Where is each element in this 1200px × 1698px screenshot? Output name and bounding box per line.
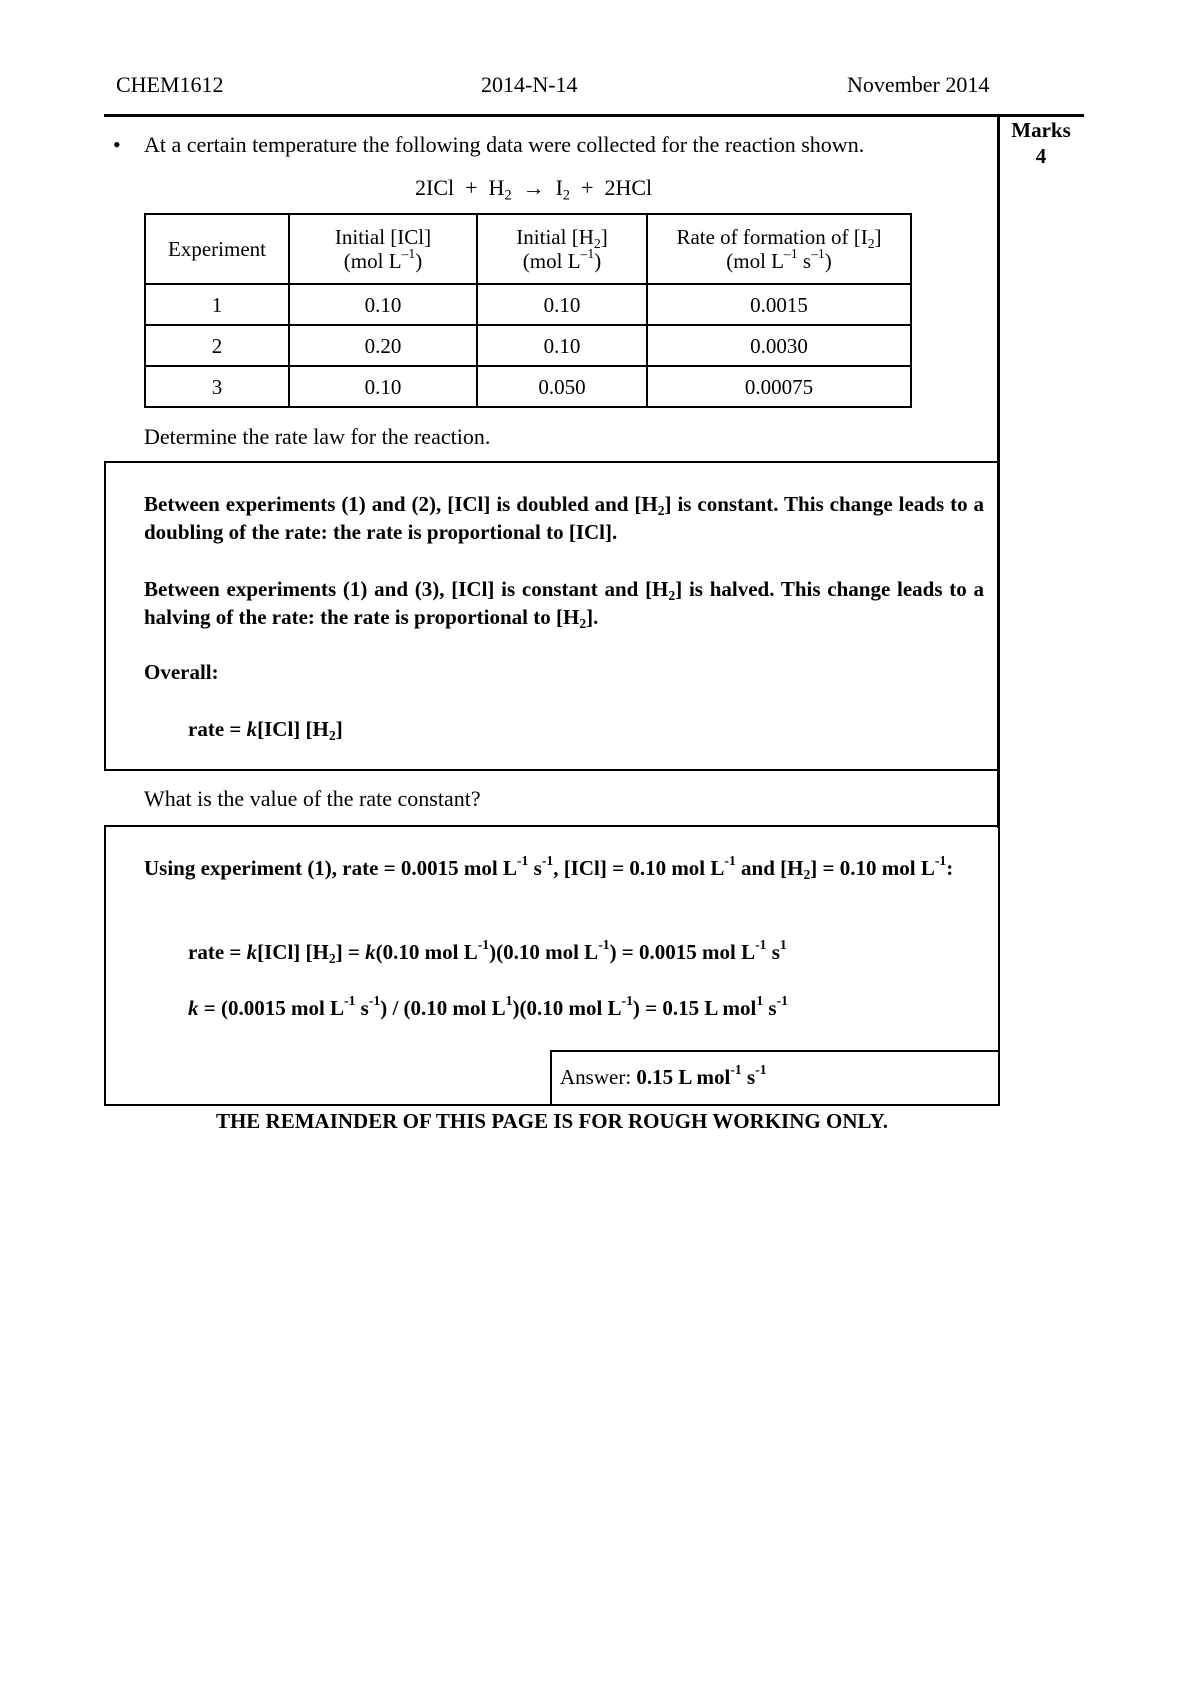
marks-box [1006, 117, 1076, 169]
table-header-row [145, 214, 911, 284]
reactant-h2: $H_2$ [488, 175, 512, 204]
answer2-equation-2: k = (0.0015 mol $L^{-1}$ $s^{-1}) / (0.10$ mol $L^1)(0.10$ mol $L^{-1}) = 0.15$ L mol$^1$ $s^{-1}$ [188, 992, 788, 1020]
table-cell: 0.0030 [647, 325, 911, 366]
prompt-rate-constant: What is the value of the rate constant? [144, 786, 481, 811]
plus-sign: + [465, 175, 478, 200]
answer1-paragraph-2: Between experiments (1) and (3), [ICl] is constant and $[H_2]$ is halved. This change leads to a halving of the rate: the rate is proportional to $[H_2]$. [144, 577, 985, 632]
answer-label: Answer: [560, 1065, 637, 1089]
bullet: • [113, 132, 121, 157]
data-table [144, 213, 912, 408]
answer-value: 0.15 L mol [636, 1065, 731, 1089]
rough-working-note: THE REMAINDER OF THIS PAGE IS FOR ROUGH WORKING ONLY. [215, 1109, 889, 1133]
header-initial-icl: Initial [ICl] (mol $L^{-1}$) [289, 214, 477, 284]
answer1-overall: Overall: [144, 660, 219, 684]
answer-line: Answer: 0.15 L mol$^{-1}$ $s^{-1}$ [560, 1061, 767, 1089]
paper-code: 2014-N-14 [481, 72, 578, 97]
product-i2: $I_2$ [555, 175, 571, 204]
header-rule [104, 114, 1084, 117]
table-row [145, 325, 911, 366]
plus-sign: + [581, 175, 594, 200]
header-experiment: Experiment [145, 214, 289, 284]
marks-label: Marks [1011, 118, 1071, 142]
table-cell: 0.10 [289, 284, 477, 325]
table-cell: 2 [145, 325, 289, 366]
product-hcl: 2HCl [604, 175, 653, 200]
answer1-rate-law: rate = k[ICl] $[H_2]$ [188, 717, 343, 744]
header-rate: Rate of formation of $[I_2]$ (mol $L^{-1}$ $s^{-1}$) [647, 214, 911, 284]
table-cell: 1 [145, 284, 289, 325]
table-cell: 3 [145, 366, 289, 407]
table-cell: 0.10 [477, 325, 647, 366]
answer2-equation-1: rate = k[ICl] $[H_2] = k(0.10$ mol $L^{-1})(0.10$ mol $L^{-1}) = 0.0015$ mol $L^{-1}$ $s^1$ [188, 936, 787, 967]
table-cell: 0.10 [289, 366, 477, 407]
answer1-paragraph-1: Between experiments (1) and (2), [ICl] is doubled and $[H_2]$ is constant. This change leads to a doubling of the rate: the rate is proportional to [ICl]. [144, 492, 985, 544]
table-row [145, 284, 911, 325]
table-cell: 0.20 [289, 325, 477, 366]
table-row [145, 366, 911, 407]
reaction-arrow: → [522, 175, 545, 200]
prompt-rate-law: Determine the rate law for the reaction. [144, 424, 491, 449]
table-cell: 0.0015 [647, 284, 911, 325]
table-cell: 0.10 [477, 284, 647, 325]
reactant-icl: 2ICl [415, 175, 455, 200]
course-code: CHEM1612 [116, 72, 224, 97]
marks-value: 4 [1035, 144, 1047, 168]
answer2-paragraph: Using experiment (1), rate = 0.0015 mol $L^{-1}$ $s^{-1}$, [ICl] = 0.10 mol $L^{-1}$ and $[H_2] = 0.10$ mol $L^{-1}$: [144, 852, 954, 883]
table-cell: 0.050 [477, 366, 647, 407]
exam-date: November 2014 [847, 72, 990, 97]
table-cell: 0.00075 [647, 366, 911, 407]
header-initial-h2: Initial $[H_2]$ (mol $L^{-1}$) [477, 214, 647, 284]
question-intro: At a certain temperature the following data were collected for the reaction shown. [144, 132, 865, 157]
reaction-equation [415, 175, 653, 204]
